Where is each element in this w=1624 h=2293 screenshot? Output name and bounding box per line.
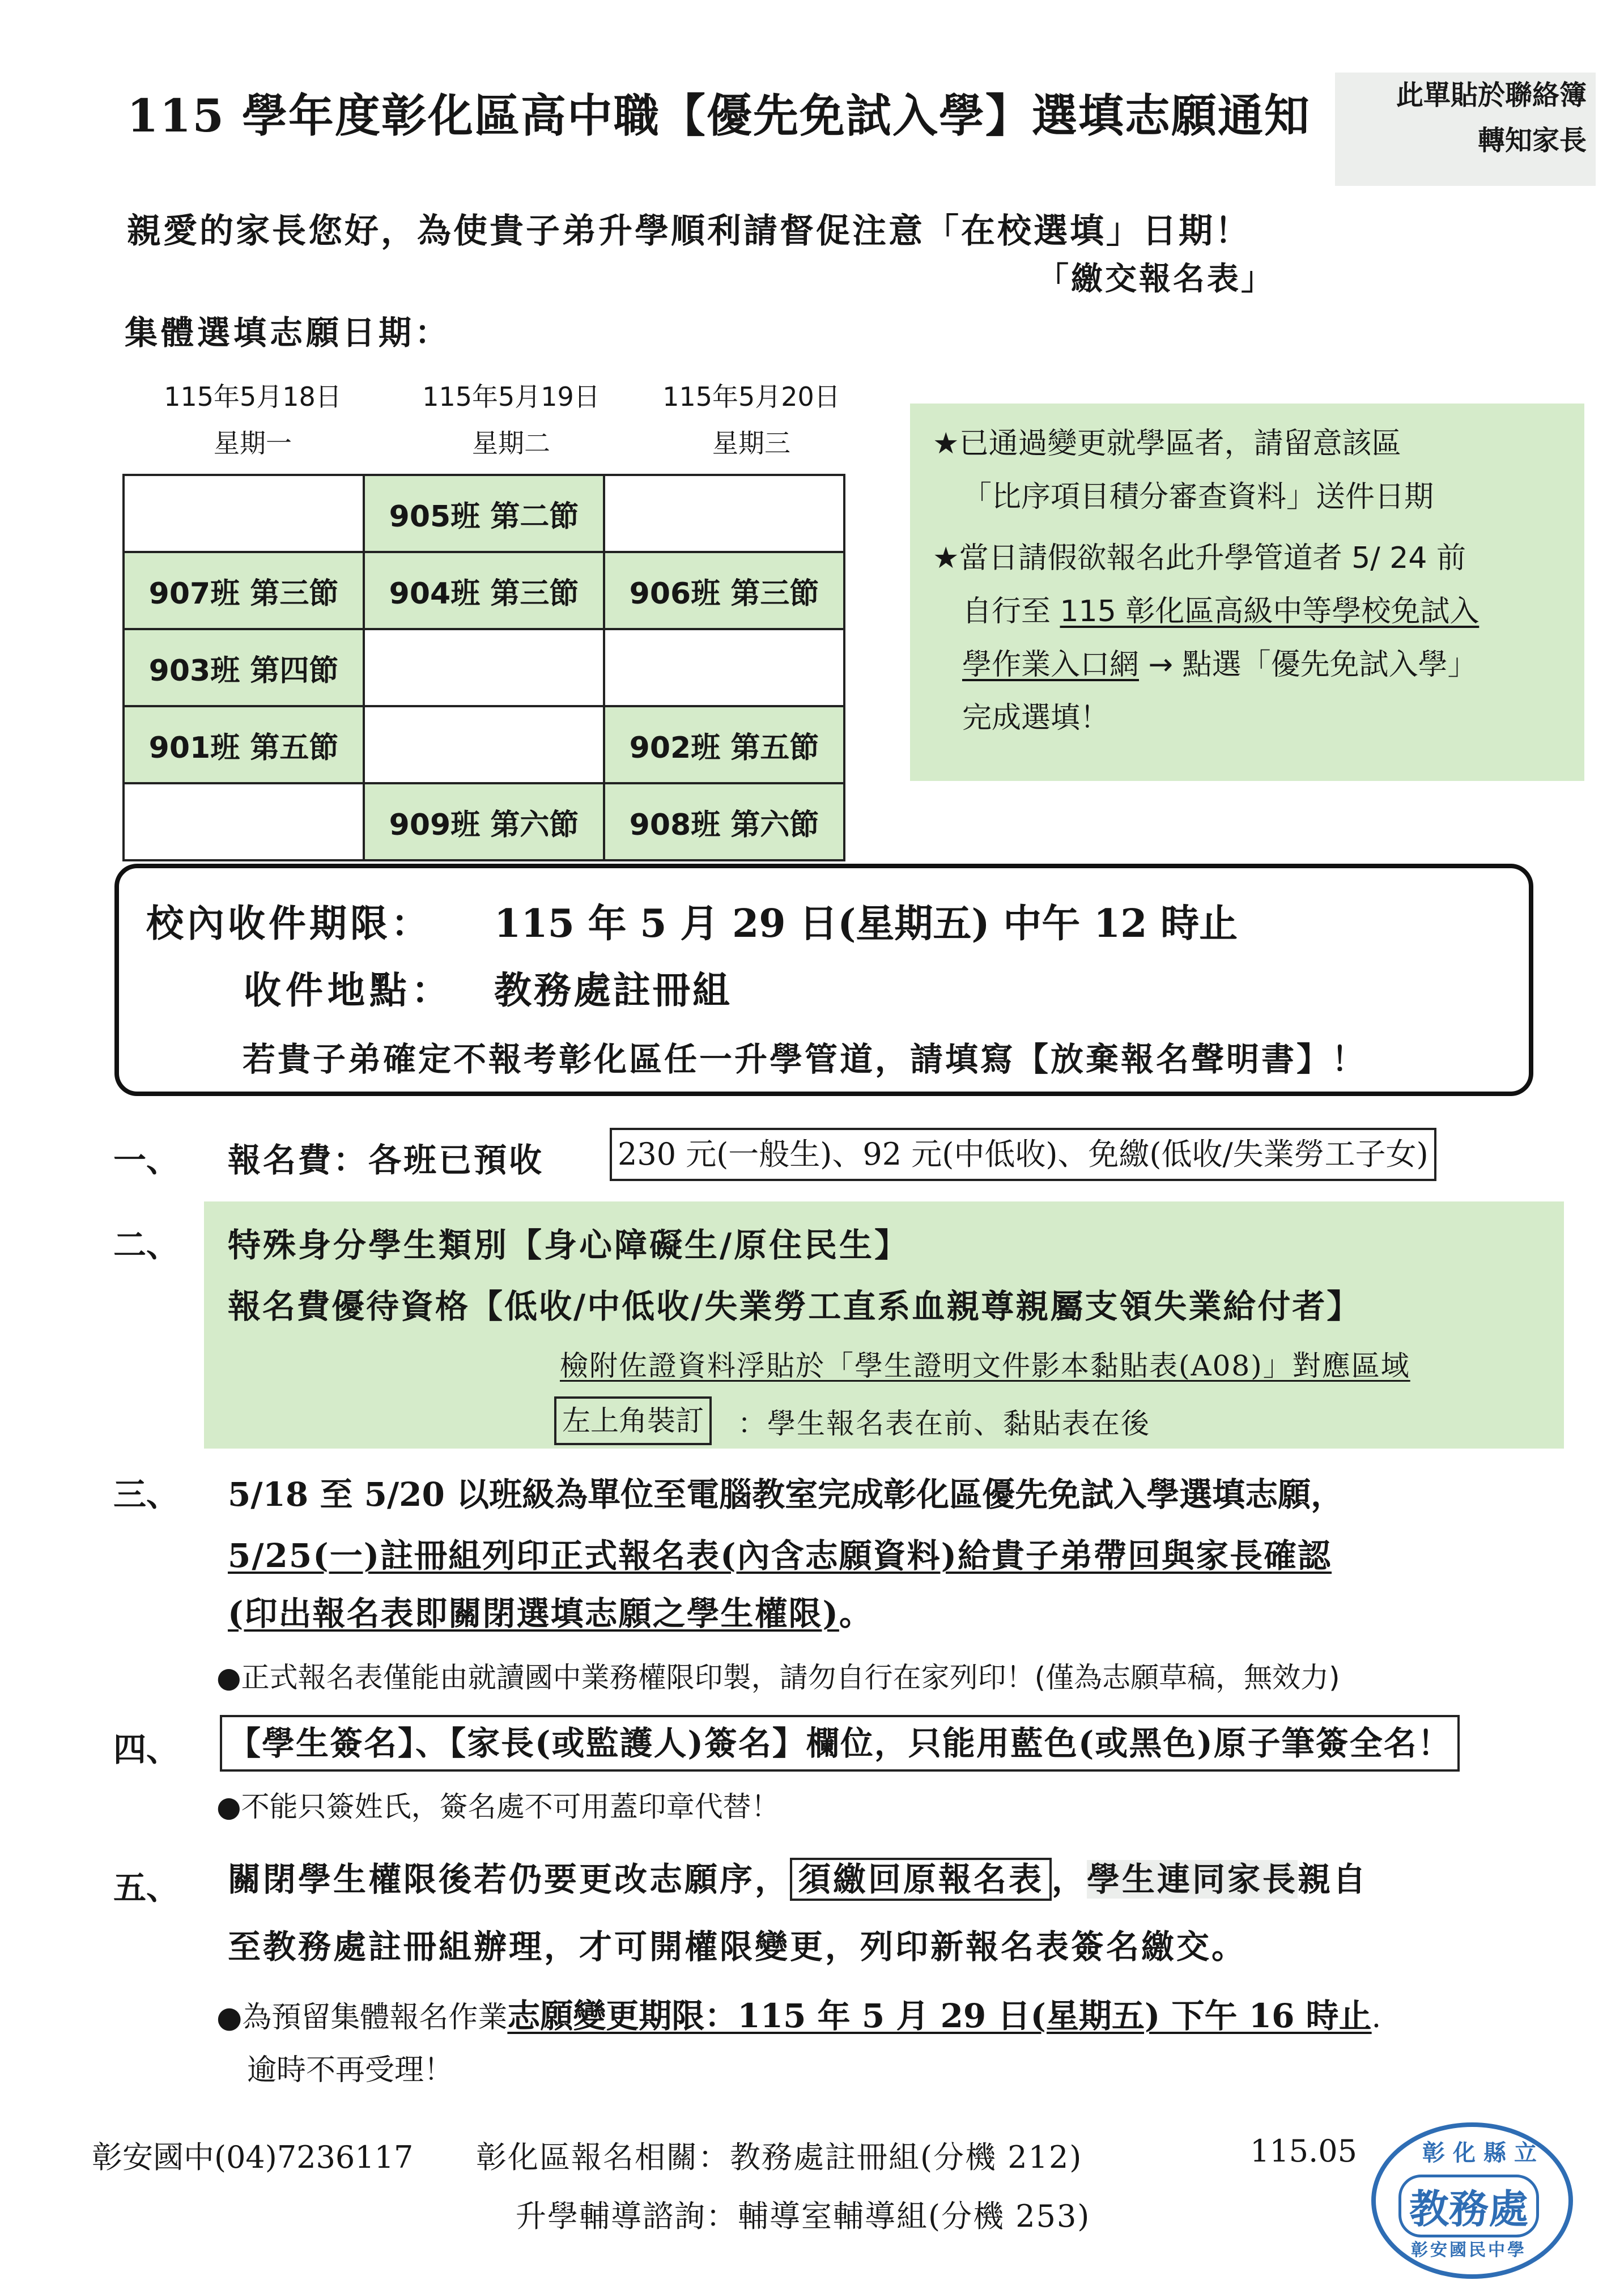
day-2-date: 115年5月19日 <box>422 381 600 412</box>
item-5-bullet-line2: 逾時不再受理！ <box>247 2053 454 2087</box>
side-note-star1-line1: ★已通過變更就學區者，請留意該區 <box>933 427 1401 461</box>
corner-note <box>1335 73 1596 186</box>
school-stamp <box>1371 2122 1573 2279</box>
footer-contact2: 升學輔導諮詢：輔導室輔導組(分機 253) <box>516 2198 1091 2234</box>
item-3-number: 三、 <box>113 1475 180 1514</box>
schedule-cell <box>604 629 844 706</box>
item-5-line1-end: 親自 <box>1298 1860 1368 1899</box>
location-label: 收件地點： <box>244 968 453 1012</box>
item-3-line2: 5/25(一)註冊組列印正式報名表(內含志願資料)給貴子弟帶回與家長確認 <box>228 1536 1332 1575</box>
page-title: 115 學年度彰化區高中職【優先免試入學】選填志願通知 <box>127 89 1311 142</box>
waiver-note: 若貴子弟確定不報考彰化區任一升學管道，請填寫【放棄報名聲明書】！ <box>243 1040 1367 1078</box>
deadline-label: 校內收件期限： <box>146 901 432 945</box>
item-4-bullet: ●不能只簽姓氏，簽名處不可用蓋印章代替！ <box>216 1790 780 1823</box>
footer-contact1: 彰化區報名相關：教務處註冊組(分機 212) <box>476 2139 1083 2175</box>
schedule-cell: 906班 第三節 <box>604 552 844 629</box>
schedule-cell: 903班 第四節 <box>124 629 364 706</box>
signature-box: 【學生簽名】、【家長(或監護人)簽名】欄位，只能用藍色(或黑色)原子筆簽全名！ <box>220 1715 1460 1772</box>
item-2-line4-rest: ：學生報名表在前、黏貼表在後 <box>738 1407 1150 1440</box>
item-2-line1: 特殊身分學生類別【身心障礙生/原住民生】 <box>228 1226 910 1264</box>
side-note-star2-line3 <box>933 638 1562 691</box>
schedule-cell: 901班 第五節 <box>124 706 364 783</box>
stamp-bottom: 彰安國民中學 <box>1411 2240 1527 2260</box>
schedule-cell <box>124 475 364 552</box>
schedule-heading: 集體選填志願日期： <box>125 313 452 352</box>
stamp-center: 教務處 <box>1398 2175 1539 2237</box>
side-note-prefix: 自行至 <box>962 595 1060 629</box>
stamp-top: 彰化縣立 <box>1422 2139 1545 2166</box>
deadline-box <box>114 864 1533 1096</box>
item-3-line1: 5/18 至 5/20 以班級為單位至電腦教室完成彰化區優先免試入學選填志願， <box>228 1475 1344 1514</box>
side-note-star1-line2: 「比序項目積分審查資料」送件日期 <box>962 480 1434 514</box>
day-3-weekday: 星期三 <box>712 428 790 458</box>
return-form-box: 須繳回原報名表 <box>790 1858 1052 1901</box>
item-3-line3-end: 。 <box>839 1594 873 1633</box>
item-3-line3: (印出報名表即關閉選填志願之學生權限) <box>228 1594 839 1633</box>
greeting-line2: 「繳交報名表」 <box>1037 260 1275 298</box>
deadline-value: 115 年 5 月 29 日(星期五) 中午 12 時止 <box>494 901 1238 946</box>
day-3-date: 115年5月20日 <box>662 381 840 412</box>
greeting-line1: 親愛的家長您好，為使貴子弟升學順利請督促注意「在校選填」日期！ <box>127 211 1251 251</box>
item-2-number: 二、 <box>113 1226 180 1264</box>
schedule-cell: 909班 第六節 <box>364 783 604 860</box>
schedule-cell: 902班 第五節 <box>604 706 844 783</box>
item-1-number: 一、 <box>113 1141 180 1179</box>
schedule-row <box>124 629 844 706</box>
schedule-row <box>124 783 844 860</box>
item-5-number: 五、 <box>113 1869 180 1907</box>
schedule-row <box>124 552 844 629</box>
schedule-cell <box>364 629 604 706</box>
portal-link-cont[interactable]: 學作業入口網 <box>962 648 1140 682</box>
schedule-cell: 905班 第二節 <box>364 475 604 552</box>
day-2-weekday: 星期二 <box>472 428 550 458</box>
item-5-line1-pre: 關閉學生權限後若仍要更改志願序， <box>228 1860 790 1899</box>
footer-school: 彰安國中(04)7236117 <box>92 2139 414 2175</box>
corner-note-line2: 轉知家長 <box>1477 125 1587 156</box>
schedule-table <box>122 474 845 861</box>
item-3-bullet: ●正式報名表僅能由就讀國中業務權限印製，請勿自行在家列印！(僅為志願草稿，無效力) <box>216 1661 1340 1694</box>
fee-box: 230 元(一般生)、92 元(中低收)、免繳(低收/失業勞工子女) <box>610 1128 1436 1181</box>
portal-link[interactable]: 115 彰化區高級中等學校免試入 <box>1060 595 1480 629</box>
schedule-cell <box>124 783 364 860</box>
schedule-row <box>124 475 844 552</box>
location-value: 教務處註冊組 <box>494 968 732 1012</box>
item-5-line1-mid: ， <box>1052 1860 1087 1899</box>
schedule-cell: 907班 第三節 <box>124 552 364 629</box>
item-5-bullet <box>216 1989 1381 2037</box>
item-1-text: 報名費：各班已預收 <box>228 1141 545 1179</box>
side-note <box>910 404 1584 781</box>
binding-box: 左上角裝訂 <box>554 1396 712 1445</box>
schedule-cell: 908班 第六節 <box>604 783 844 860</box>
side-note-star2-line4: 完成選填！ <box>962 701 1110 735</box>
schedule-row <box>124 706 844 783</box>
footer-date: 115.05 <box>1250 2133 1357 2169</box>
item-5-bullet-pre: ●為預留集體報名作業 <box>216 2001 508 2035</box>
day-1-weekday: 星期一 <box>214 428 292 458</box>
item-2-line3: 檢附佐證資料浮貼於「學生證明文件影本黏貼表(A08)」對應區域 <box>560 1349 1410 1382</box>
side-note-suffix: → 點選「優先免試入學」 <box>1139 648 1477 682</box>
item-3-line3-wrap <box>228 1587 873 1634</box>
side-note-star2-line2 <box>933 585 1562 638</box>
item-5-highlight: 學生連同家長 <box>1087 1860 1298 1899</box>
item-4-number: 四、 <box>113 1730 180 1769</box>
day-1-date: 115年5月18日 <box>164 381 342 412</box>
item-5-line1 <box>228 1853 1368 1905</box>
change-deadline: 志願變更期限：115 年 5 月 29 日(星期五) 下午 16 時止 <box>507 1997 1372 2035</box>
schedule-cell <box>364 706 604 783</box>
side-note-star2-line1: ★當日請假欲報名此升學管道者 5/ 24 前 <box>933 541 1466 575</box>
corner-note-line1: 此單貼於聯絡簿 <box>1396 79 1587 111</box>
item-5-line2: 至教務處註冊組辦理，才可開權限變更，列印新報名表簽名繳交。 <box>228 1927 1247 1966</box>
item-5-bullet-end: . <box>1371 2001 1381 2035</box>
schedule-cell <box>604 475 844 552</box>
item-2-line2: 報名費優待資格【低收/中低收/失業勞工直系血親尊親屬支領失業給付者】 <box>228 1287 1362 1326</box>
schedule-cell: 904班 第三節 <box>364 552 604 629</box>
